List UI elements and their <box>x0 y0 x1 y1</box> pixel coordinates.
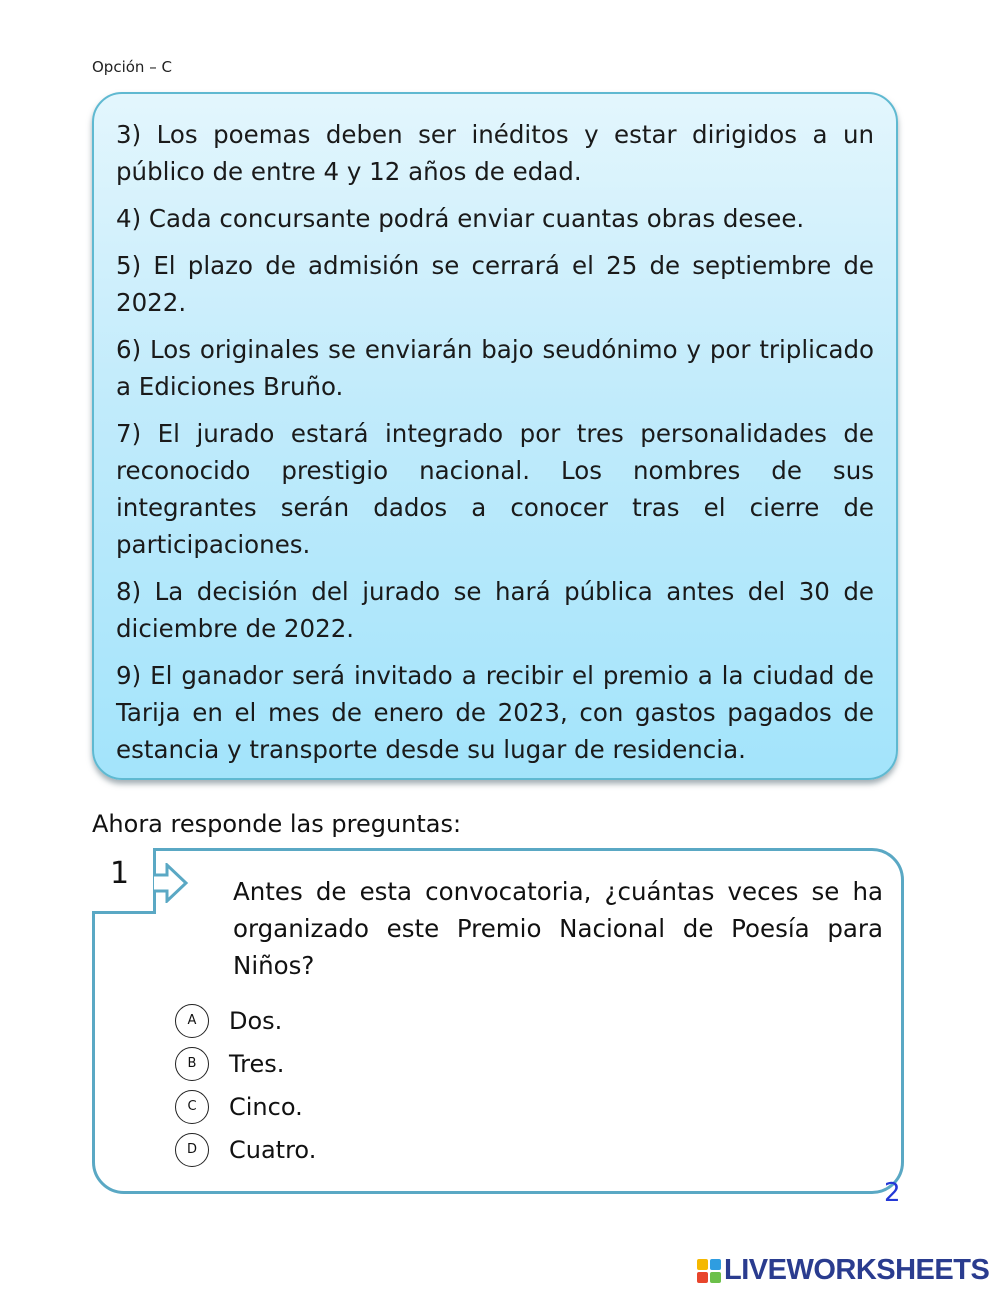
question-box <box>92 848 904 1194</box>
option-bubble[interactable]: C <box>175 1090 209 1124</box>
option-label: Cuatro. <box>229 1135 317 1164</box>
rule-3: 3) Los poemas deben ser inéditos y estar dirigidos a un público de entre 4 y 12 años de edad. <box>116 120 874 186</box>
rule-4: 4) Cada concursante podrá enviar cuantas obras desee. <box>116 204 805 233</box>
section-prompt: Ahora responde las preguntas: <box>92 810 462 838</box>
option-bubble[interactable]: B <box>175 1047 209 1081</box>
option-b[interactable] <box>175 1042 316 1085</box>
answer-options <box>175 999 316 1171</box>
liveworksheets-logo-icon <box>697 1259 721 1283</box>
option-bubble[interactable]: D <box>175 1133 209 1167</box>
option-label: Dos. <box>229 1006 283 1035</box>
question-number: 1 <box>110 856 130 891</box>
arrow-right-icon <box>153 863 189 903</box>
question-number-tab <box>92 848 156 914</box>
option-label: Cinco. <box>229 1092 303 1121</box>
question-text: Antes de esta convocatoria, ¿cuántas veces se ha organizado este Premio Nacional de Poesía para Niños? <box>233 877 883 980</box>
brand-name: LIVEWORKSHEETS <box>724 1254 990 1286</box>
option-bubble[interactable]: A <box>175 1004 209 1038</box>
rule-5: 5) El plazo de admisión se cerrará el 25 de septiembre de 2022. <box>116 251 874 317</box>
option-a[interactable] <box>175 999 316 1042</box>
option-label: Tres. <box>229 1049 285 1078</box>
rule-6: 6) Los originales se enviarán bajo seudónimo y por triplicado a Ediciones Bruño. <box>116 335 874 401</box>
option-c[interactable] <box>175 1085 316 1128</box>
header-label: Opción – C <box>92 58 172 76</box>
rule-7: 7) El jurado estará integrado por tres personalidades de reconocido prestigio nacional. Los nombres de sus integrantes serán dados a conocer tras el cierre de participaciones. <box>116 419 874 559</box>
liveworksheets-logo[interactable] <box>697 1254 989 1287</box>
rule-8: 8) La decisión del jurado se hará pública antes del 30 de diciembre de 2022. <box>116 577 874 643</box>
option-d[interactable] <box>175 1128 316 1171</box>
rule-9: 9) El ganador será invitado a recibir el premio a la ciudad de Tarija en el mes de enero de 2023, con gastos pagados de estancia y transporte desde su lugar de residencia. <box>116 661 874 764</box>
page-number: 2 <box>884 1178 901 1208</box>
rules-box <box>92 92 898 780</box>
